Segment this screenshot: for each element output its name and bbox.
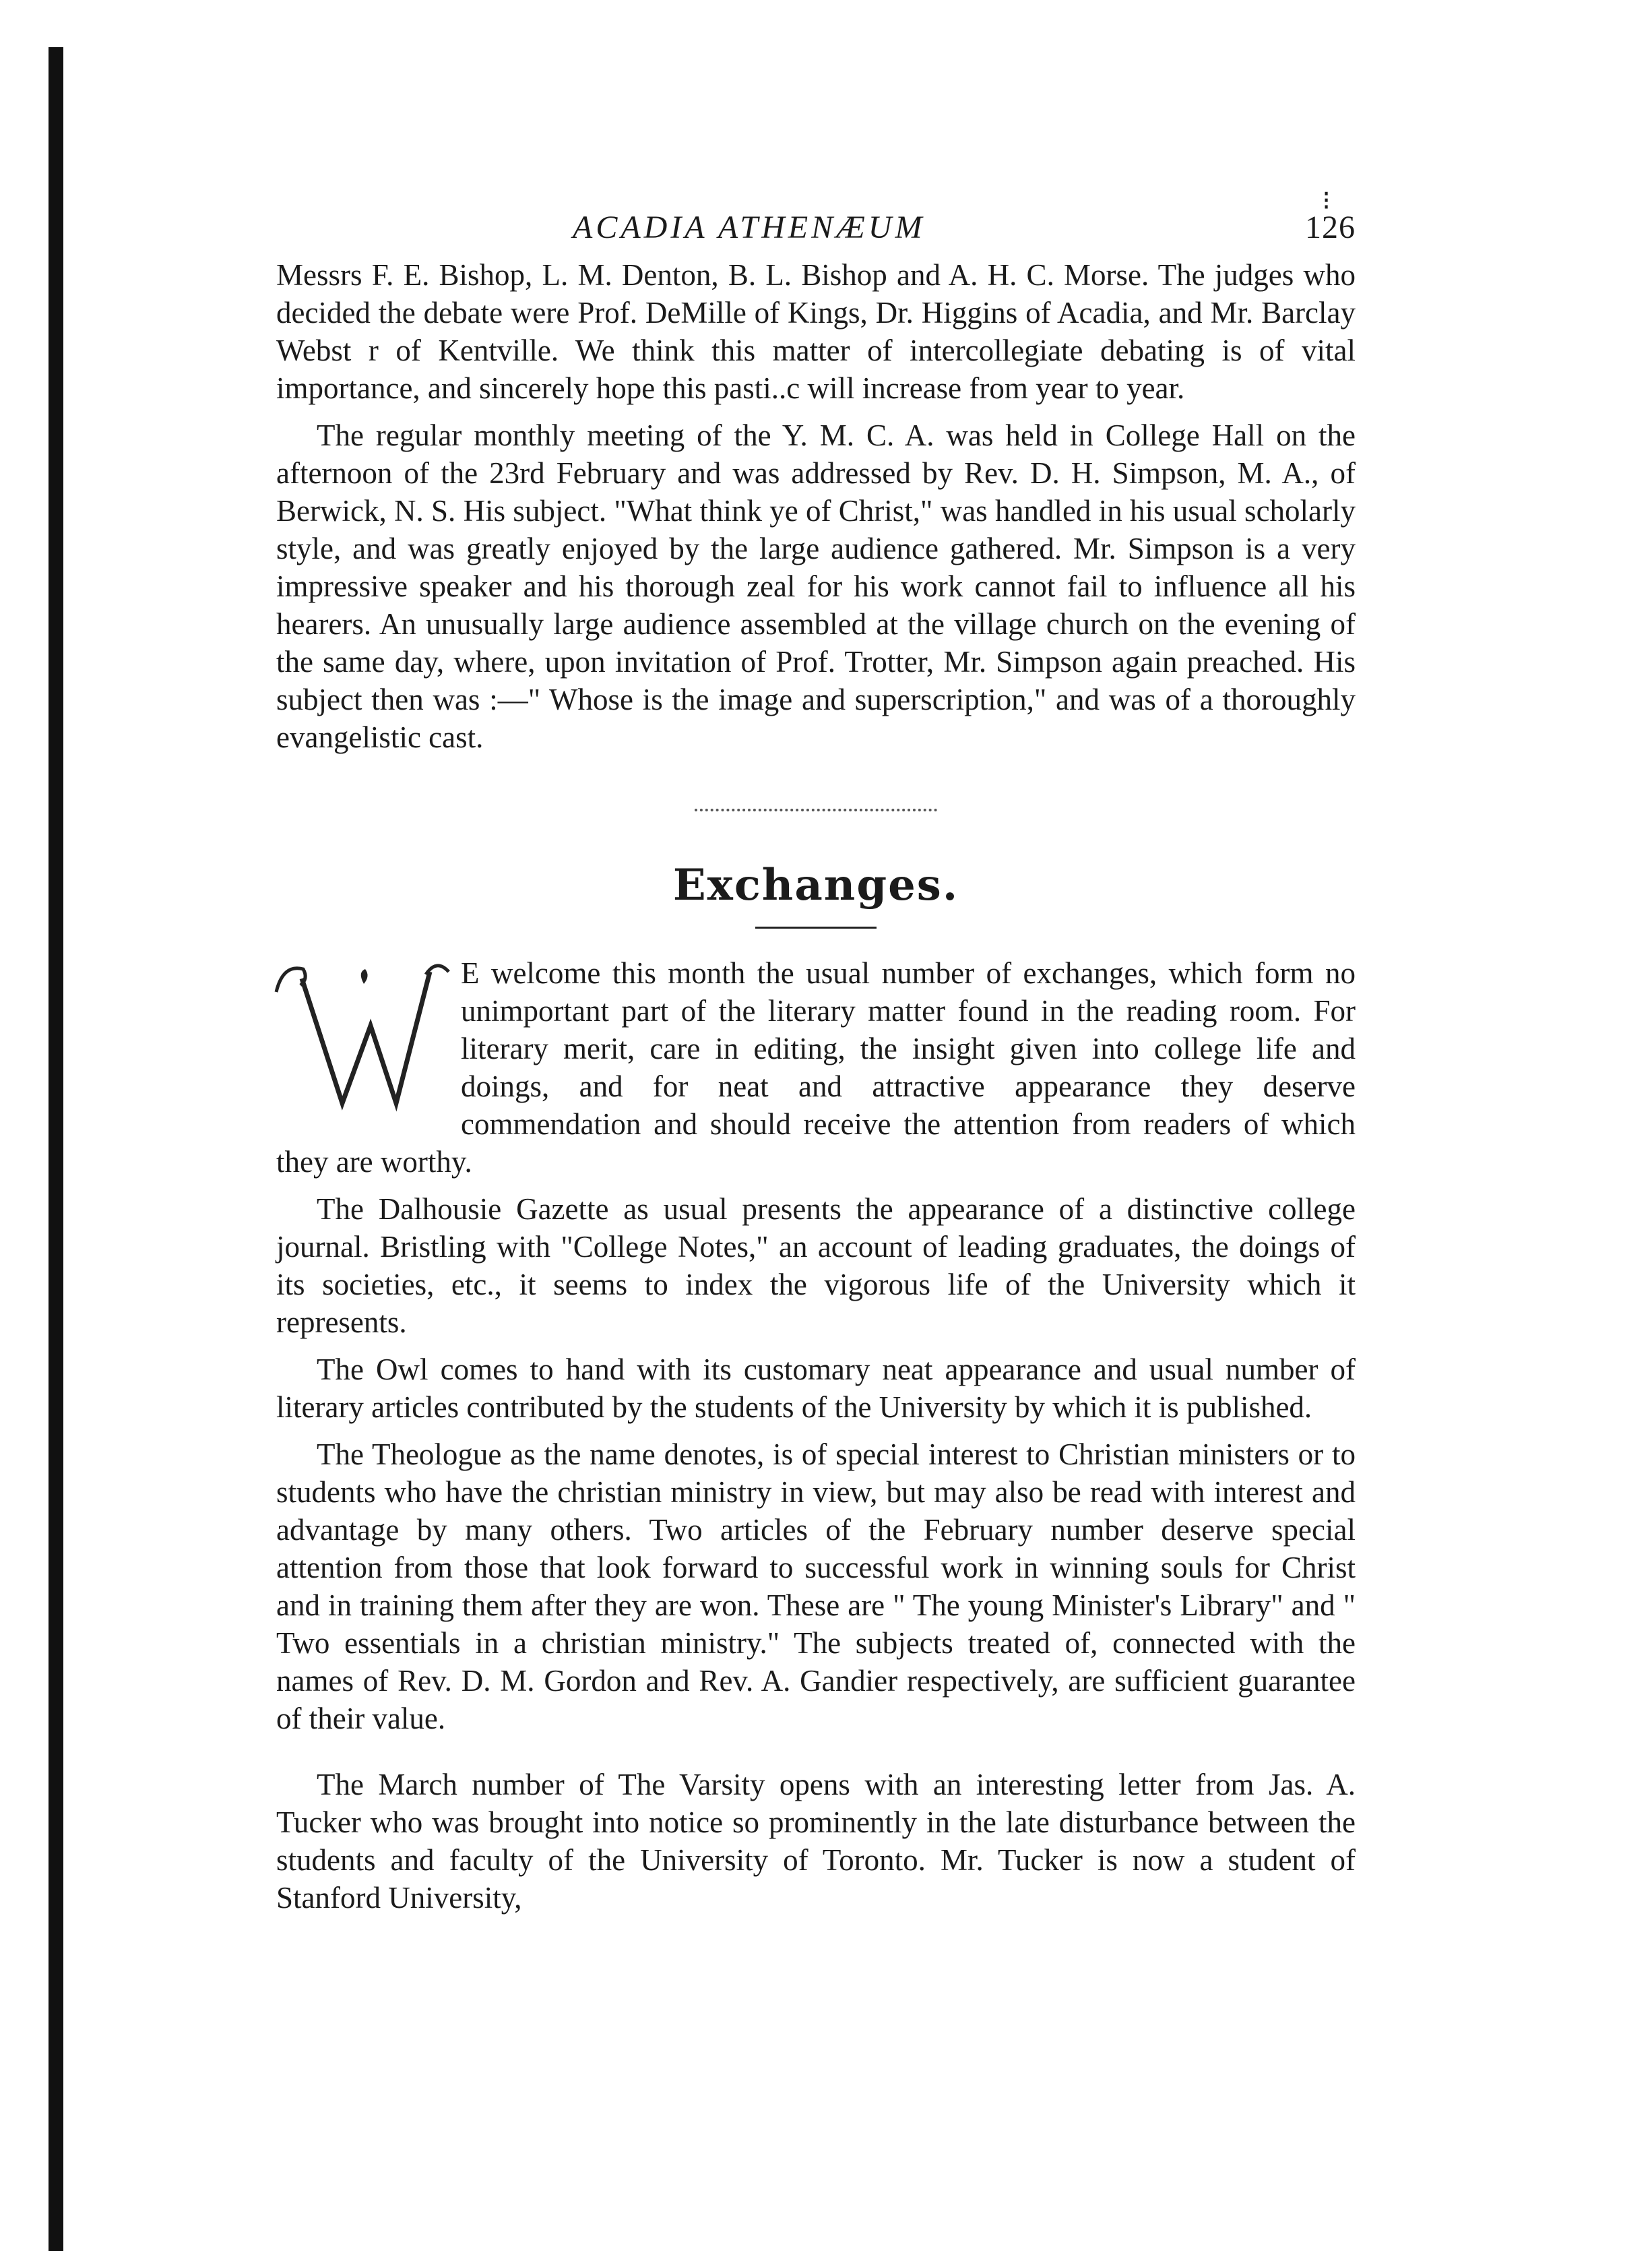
section-title: Exchanges. [672, 860, 959, 910]
paragraph-dalhousie: The Dalhousie Gazette as usual presents the appearance of a distinctive college journal. Bristling with "College Notes," an account of leading graduates, the doings of its societies, etc., it seems to index the vigorous life of the University which it represents. [276, 1192, 1356, 1339]
running-title: ACADIA ATHENÆUM [573, 210, 926, 245]
paragraph-theologue: The Theologue as the name denotes, is of special interest to Christian ministers or to students who have the christian ministry in view, but may also be read with interest and advantage by many others. Two articles of the February number deserve special attention from those that look forward to successful work in winning souls for Christ and in training them after they are won. These are " The young Minister's Library" and " Two essentials in a christian ministry." The subjects treated of, connected with the names of Rev. D. M. Gordon and Rev. A. Gandier respectively, are sufficient guarantee of their value. [276, 1437, 1356, 1735]
paragraph-ymca: The regular monthly meeting of the Y. M. C. A. was held in College Hall on the afternoon of the 23rd February and was addressed by Rev. D. H. Simpson, M. A., of Berwick, N. S. His subject. "What think ye of Christ," was handled in his usual scholarly style, and was greatly enjoyed by the large audience gathered. Mr. Simpson is a very impressive speaker and his thorough zeal for his work cannot fail to influence all his hearers. An unusually large audience assembled at the village church on the evening of the same day, where, upon invitation of Prof. Trotter, Mr. Simpson again preached. His subject then was :—" Whose is the image and superscription," and was of a thoroughly evangelistic cast. [276, 418, 1356, 754]
paragraph-exchanges-intro: E welcome this month the usual number of exchanges, which form no unimportant part of the literary matter found in the reading room. For literary merit, care in editing, the insight given into college life and doings, and for neat and attractive appearance they deserve commendation and should receive the attention from readers of which they are worthy. [276, 956, 1356, 1179]
paragraph-varsity: The March number of The Varsity opens with an interesting letter from Jas. A. Tucker who was brought into notice so prominently in the late disturbance between the students and faculty of the University of Toronto. Mr. Tucker is now a student of Stanford University, [276, 1768, 1356, 1915]
running-head [276, 185, 1356, 256]
page-column [276, 185, 1356, 1917]
page-binding-edge [49, 47, 63, 2251]
page-number: 126 [1305, 210, 1356, 245]
section-divider [695, 809, 937, 811]
paragraph-debate: Messrs F. E. Bishop, L. M. Denton, B. L. Bishop and A. H. C. Morse. The judges who decided the debate were Prof. DeMille of Kings, Dr. Higgins of Acadia, and Mr. Barclay Webst r of Kentville. We think this matter of intercollegiate debating is of vital importance, and sincerely hope this pasti..c will increase from year to year. [276, 258, 1356, 405]
exchanges-intro [276, 954, 1356, 1181]
title-rule [755, 927, 877, 929]
drop-cap-letter [269, 952, 451, 1113]
paragraph-owl: The Owl comes to hand with its customary neat appearance and usual number of literary articles contributed by the students of the University by which it is published. [276, 1353, 1356, 1424]
margin-mark: ⁝ [1322, 185, 1334, 216]
